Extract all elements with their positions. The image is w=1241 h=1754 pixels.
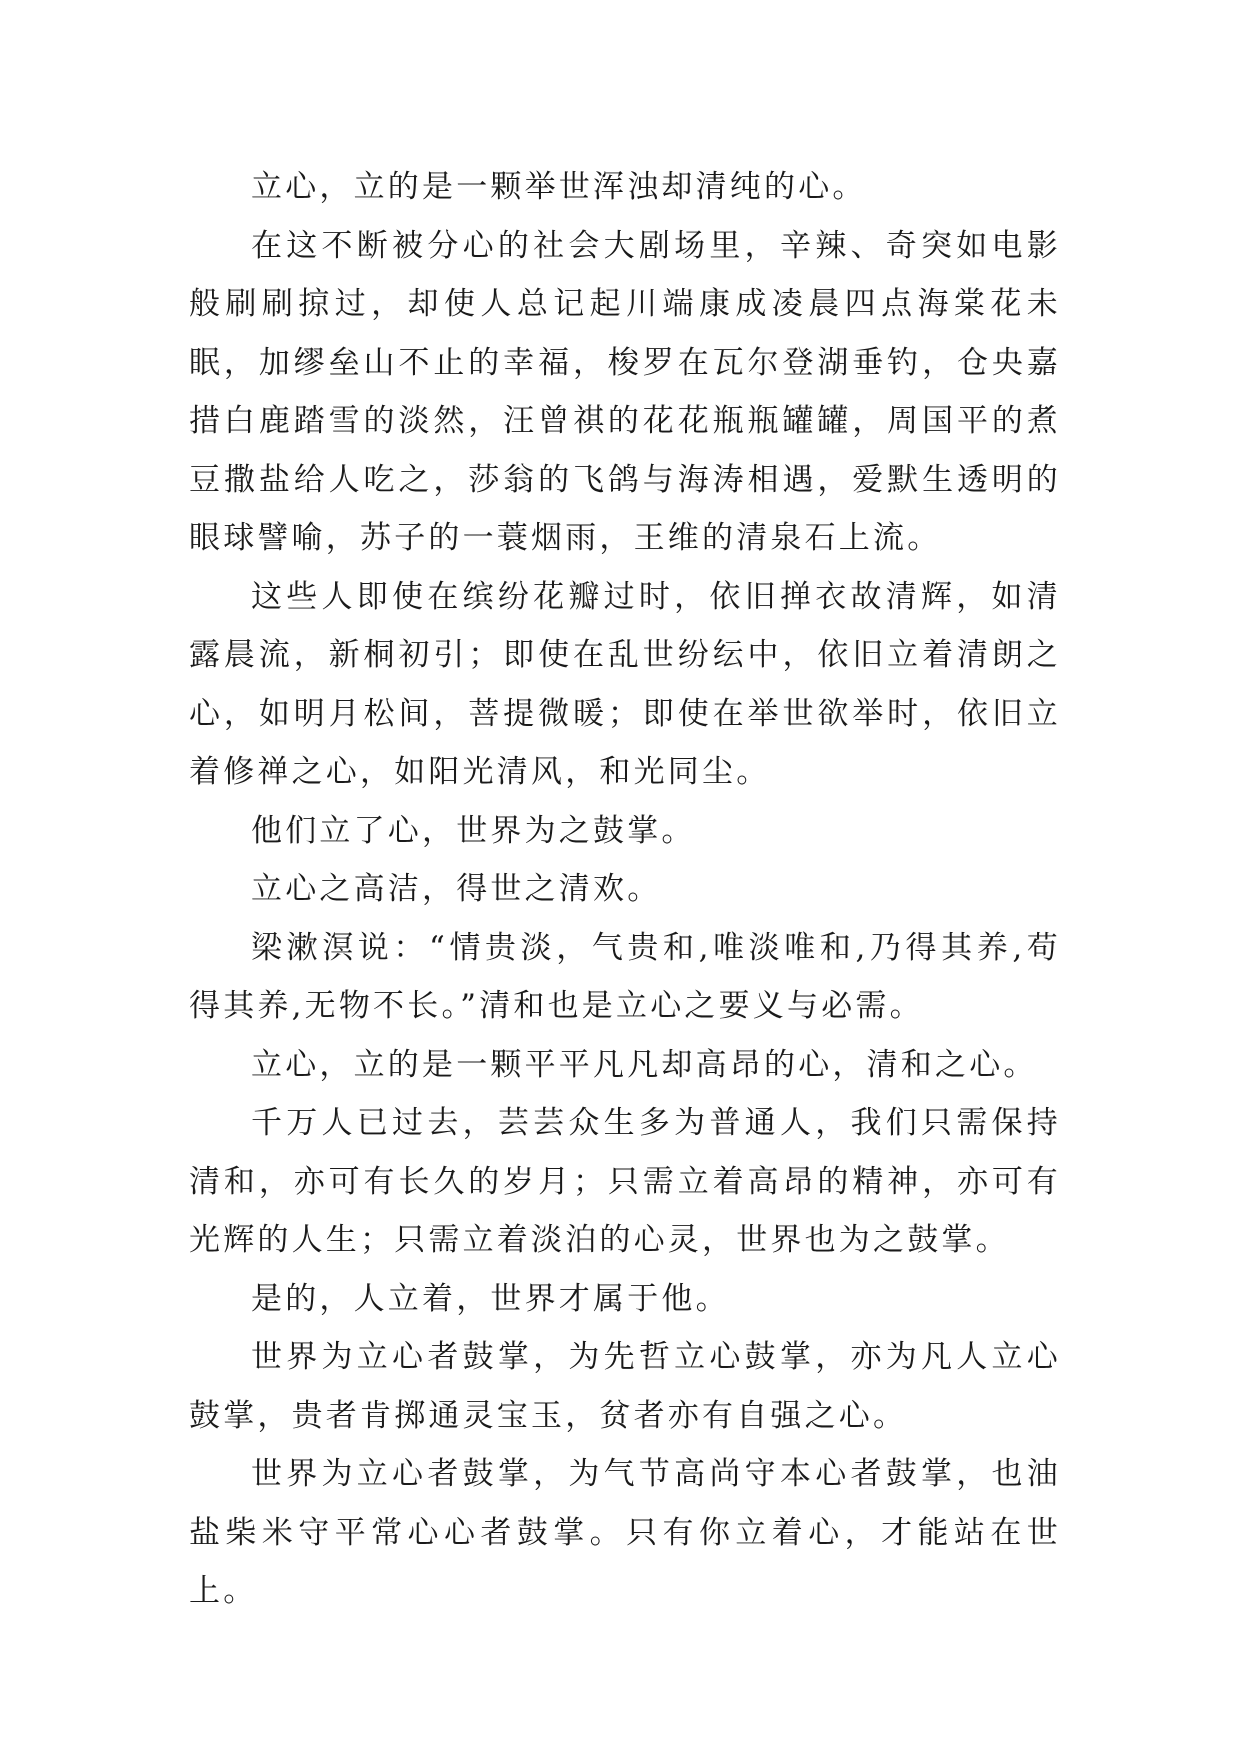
paragraph-4: 他们立了心，世界为之鼓掌。 [251, 812, 696, 849]
paragraph-8: 千万人已过去，芸芸众生多为普通人，我们只需保持清和，亦可有长久的岁月；只需立着高昂的精神，亦可有光辉的人生；只需立着淡泊的心灵，世界也为之鼓掌。 [189, 1105, 1061, 1258]
paragraph-2: 在这不断被分心的社会大剧场里，辛辣、奇突如电影般刷刷掠过，却使人总记起川端康成凌晨四点海棠花未眠，加缪垒山不止的幸福，梭罗在瓦尔登湖垂钓，仓央嘉措白鹿踏雪的淡然，汪曾祺的花花瓶瓶罐罐，周国平的煮豆撒盐给人吃之，莎翁的飞鸽与海涛相遇，爱默生透明的眼球譬喻，苏子的一蓑烟雨，王维的清泉石上流。 [189, 227, 1061, 556]
document-body [189, 158, 1061, 1621]
paragraph-3: 这些人即使在缤纷花瓣过时，依旧掸衣故清辉，如清露晨流，新桐初引；即使在乱世纷纭中，依旧立着清朗之心，如明月松间，菩提微暖；即使在举世欲举时，依旧立着修禅之心，如阳光清风，和光同尘。 [189, 578, 1061, 790]
paragraph-5: 立心之高洁，得世之清欢。 [251, 871, 662, 907]
paragraph-6: 梁漱溟说：“情贵淡，气贵和,唯淡唯和,乃得其养,苟得其养,无物不长。”清和也是立心之要义与必需。 [189, 929, 1061, 1024]
paragraph-1: 立心，立的是一颗举世浑浊却清纯的心。 [251, 169, 867, 205]
paragraph-10: 世界为立心者鼓掌，为先哲立心鼓掌，亦为凡人立心鼓掌，贵者肯掷通灵宝玉，贫者亦有自强之心。 [189, 1339, 1061, 1434]
paragraph-7: 立心，立的是一颗平平凡凡却高昂的心，清和之心。 [251, 1046, 1038, 1083]
paragraph-11: 世界为立心者鼓掌，为气节高尚守本心者鼓掌，也油盐柴米守平常心心者鼓掌。只有你立着心，才能站在世上。 [189, 1456, 1061, 1609]
paragraph-9: 是的，人立着，世界才属于他。 [251, 1280, 730, 1317]
